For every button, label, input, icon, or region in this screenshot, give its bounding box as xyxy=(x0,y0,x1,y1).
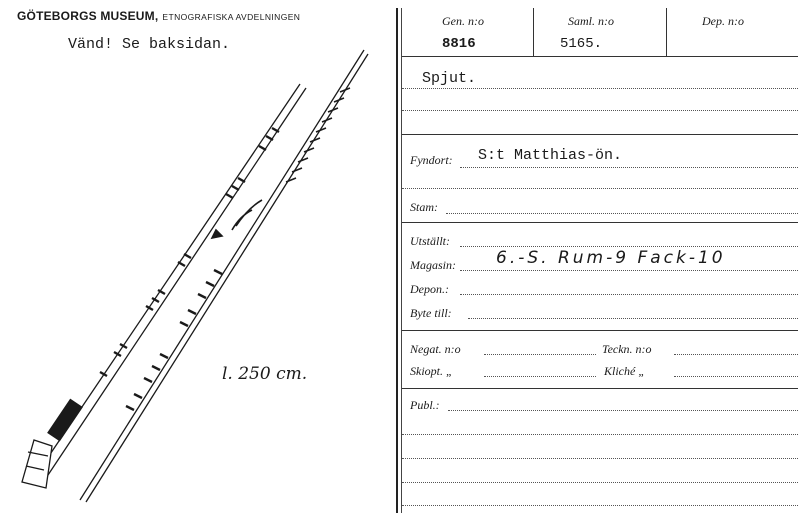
magasin-line xyxy=(460,270,798,271)
gen-number-value: 8816 xyxy=(442,36,476,52)
image-rule xyxy=(402,388,798,389)
publ-line-2 xyxy=(402,434,798,435)
fyndort-label: Fyndort: xyxy=(410,153,453,167)
negat-label: Negat. n:o xyxy=(410,342,461,356)
column-divider-2 xyxy=(666,8,667,56)
publ-line-4 xyxy=(402,482,798,483)
stam-label: Stam: xyxy=(410,200,438,214)
fyndort-line xyxy=(460,167,798,168)
saml-number-value: 5165. xyxy=(560,36,603,52)
teckn-label: Teckn. n:o xyxy=(602,342,652,356)
publ-line-5 xyxy=(402,505,798,506)
fyndort-line-2 xyxy=(402,188,798,189)
depon-label: Depon.: xyxy=(410,282,449,296)
object-name: Spjut. xyxy=(422,70,477,87)
depon-line xyxy=(460,294,798,295)
name-rule xyxy=(402,134,798,135)
department-name: ETNOGRAFISKA AVDELNINGEN xyxy=(162,12,301,22)
gen-number-label: Gen. n:o xyxy=(442,14,484,28)
publ-label: Publ.: xyxy=(410,398,440,412)
fyndort-value: S:t Matthias-ön. xyxy=(478,147,623,164)
length-note: l. 250 cm. xyxy=(222,364,308,384)
panel-border xyxy=(396,8,398,513)
header-rule xyxy=(402,56,798,57)
teckn-line xyxy=(674,354,798,355)
magasin-value: 6.-S. Rum-9 Fack-10 xyxy=(496,248,726,268)
byte-rule xyxy=(402,330,798,331)
negat-line xyxy=(484,354,596,355)
stam-line xyxy=(446,213,798,214)
spear-right xyxy=(80,50,368,502)
dep-number-label: Dep. n:o xyxy=(702,14,744,28)
publ-line-3 xyxy=(402,458,798,459)
stam-rule xyxy=(402,222,798,223)
record-panel xyxy=(396,0,800,517)
utstallt-line xyxy=(460,246,798,247)
panel-border-inner xyxy=(401,8,402,513)
magasin-label: Magasin: xyxy=(410,258,456,272)
museum-name: GÖTEBORGS MUSEUM, xyxy=(17,9,159,23)
utstallt-label: Utställt: xyxy=(410,234,451,248)
cliche-label: Kliché „ xyxy=(604,364,645,378)
skiopt-line xyxy=(484,376,596,377)
byte-line xyxy=(468,318,798,319)
publ-line-1 xyxy=(448,410,798,411)
turn-over-note: Vänd! Se baksidan. xyxy=(68,36,231,53)
spear-drawing xyxy=(0,0,396,517)
name-line-2 xyxy=(402,110,798,111)
spear-left xyxy=(22,84,306,488)
name-line-1 xyxy=(402,88,798,89)
illustration-panel xyxy=(0,0,396,517)
cliche-line xyxy=(674,376,798,377)
column-divider-1 xyxy=(533,8,534,56)
byte-label: Byte till: xyxy=(410,306,452,320)
skiopt-label: Skiopt. „ xyxy=(410,364,453,378)
saml-number-label: Saml. n:o xyxy=(568,14,614,28)
